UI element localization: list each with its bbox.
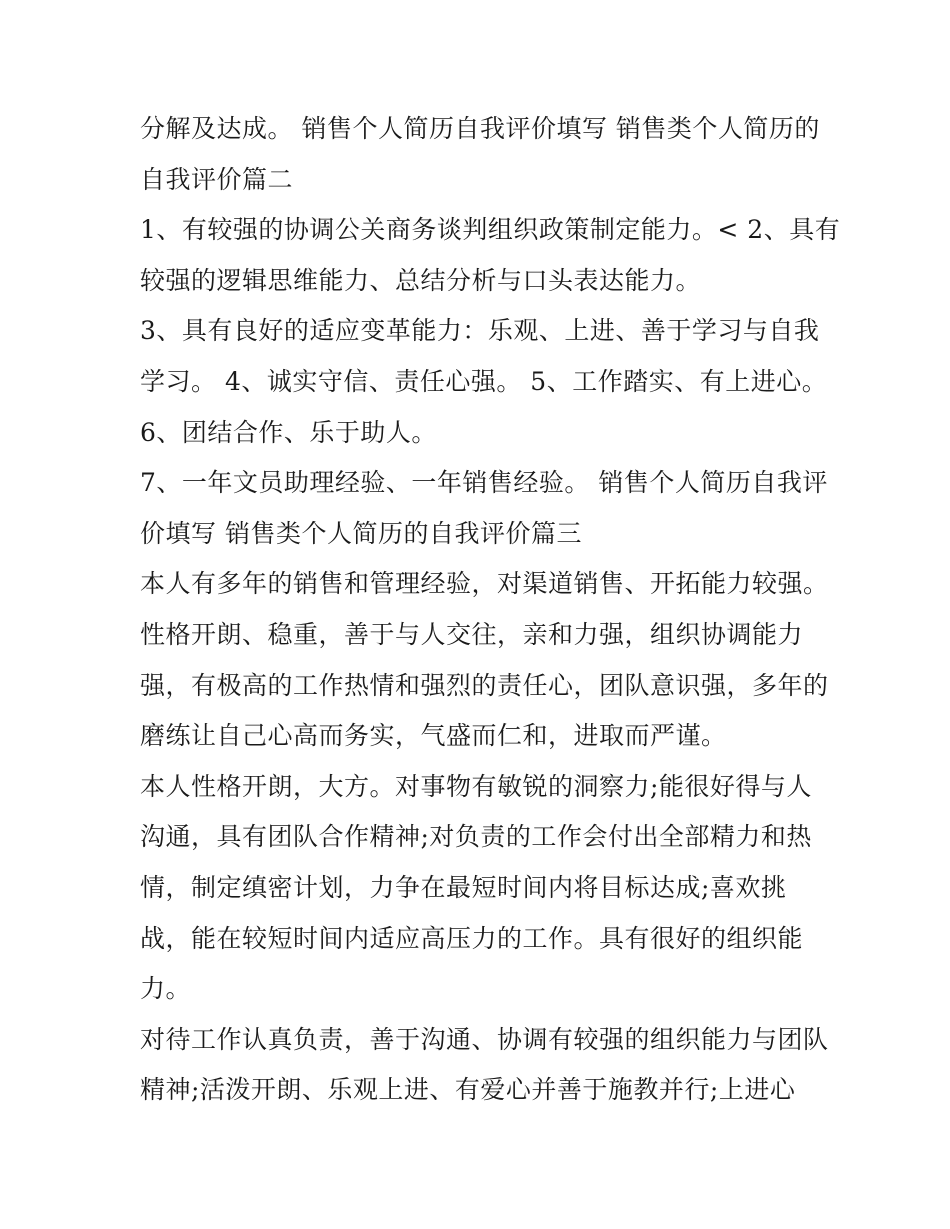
text-line: 学习。 4、诚实守信、责任心强。 5、工作踏实、有上进心。 xyxy=(140,366,828,396)
text-line: 本人性格开朗，大方。对事物有敏锐的洞察力;能很好得与人 xyxy=(140,771,812,801)
document-body xyxy=(140,104,841,1116)
text-line: 价填写 销售类个人简历的自我评价篇三 xyxy=(140,518,582,548)
text-line: 磨练让自己心高而务实，气盛而仁和，进取而严谨。 xyxy=(140,721,727,751)
text-line: 3、具有良好的适应变革能力：乐观、上进、善于学习与自我 xyxy=(140,316,820,346)
text-line: 精神;活泼开朗、乐观上进、有爱心并善于施教并行;上进心 xyxy=(140,1075,796,1105)
text-line: 本人有多年的销售和管理经验，对渠道销售、开拓能力较强。 xyxy=(140,569,829,599)
text-line: 情，制定缜密计划，力争在最短时间内将目标达成;喜欢挑 xyxy=(140,872,787,902)
text-line: 力。 xyxy=(140,974,192,1004)
text-line: 6、团结合作、乐于助人。 xyxy=(140,417,437,447)
text-line: 战，能在较短时间内适应高压力的工作。具有很好的组织能 xyxy=(140,923,804,953)
text-line: 7、一年文员助理经验、一年销售经验。 销售个人简历自我评 xyxy=(140,468,828,498)
text-line: 分解及达成。 销售个人简历自我评价填写 销售类个人简历的 xyxy=(140,114,820,143)
text-line: 自我评价篇二 xyxy=(140,164,294,194)
text-line: 沟通，具有团队合作精神;对负责的工作会付出全部精力和热 xyxy=(140,822,812,852)
text-line: 1、有较强的协调公关商务谈判组织政策制定能力。< 2、具有 xyxy=(140,215,841,245)
text-line: 性格开朗、稳重，善于与人交往，亲和力强，组织协调能力 xyxy=(140,619,804,649)
text-line: 强，有极高的工作热情和强烈的责任心，团队意识强，多年的 xyxy=(140,670,829,700)
text-line: 对待工作认真负责，善于沟通、协调有较强的组织能力与团队 xyxy=(140,1024,829,1054)
text-line: 较强的逻辑思维能力、总结分析与口头表达能力。 xyxy=(140,265,702,295)
